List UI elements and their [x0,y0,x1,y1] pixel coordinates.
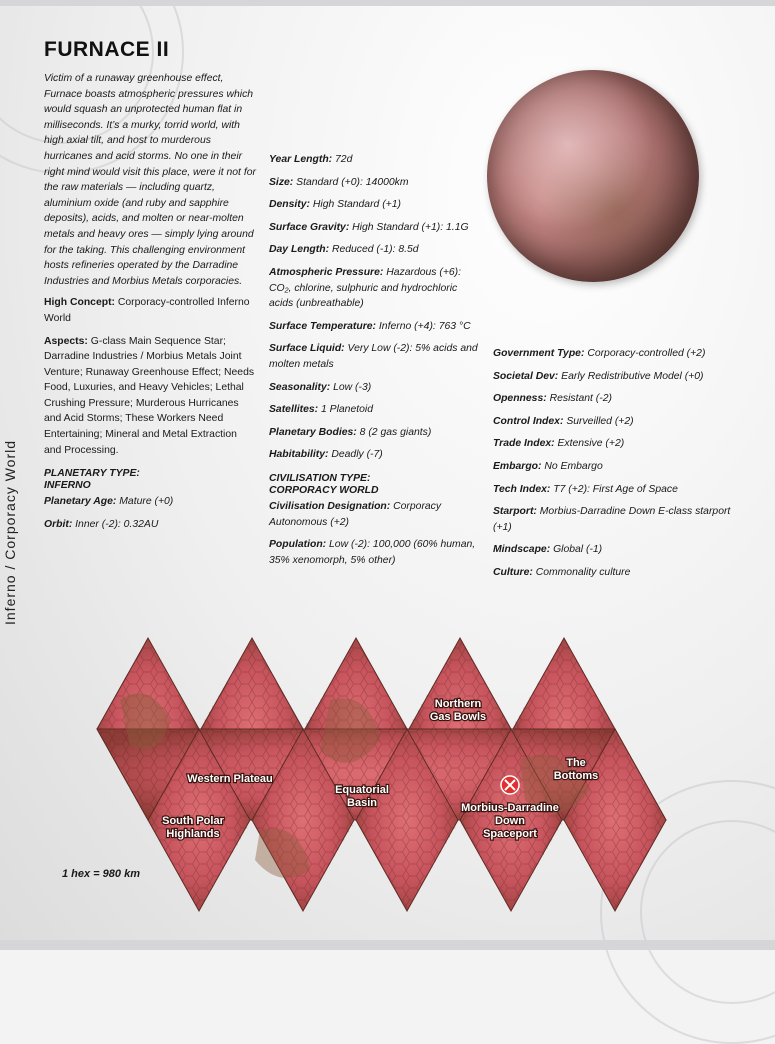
planetary-type-heading: PLANETARY TYPE: INFERNO [44,468,140,492]
label-spaceport-3: Spaceport [483,828,537,840]
label-bottoms-2: Bottoms [553,770,599,782]
label-equatorial-2: Basin [347,797,377,809]
size: Size: Standard (+0): 14000km [269,176,409,188]
orbit: Orbit: Inner (-2): 0.32AU [44,518,159,530]
tech-index: Tech Index: T7 (+2): First Age of Space [493,483,678,495]
intro-paragraph: Victim of a runaway greenhouse effect, Furnace boasts atmospheric pressures which would squash an unprotected human flat in milliseconds. It’s a murky, torrid world, with high axial tilt, and host to murderous hurricanes and acid storms. No one in their right mind would visit this place, were it not for the raw materials — including quartz, aluminium oxide (and ruby and sapphire deposits), acids, and molten or near-molten metals and heavy ores — simply lying around for the taking. This challenging environment hosts refineries operated by the Darradine Industries and Morbius Metals corporacies. [44,73,256,287]
label-equatorial-1: Equatorial [335,784,389,796]
mindscape: Mindscape: Global (-1) [493,544,603,556]
culture: Culture: Commonality culture [493,566,631,578]
civilisation-designation: Civilisation Designation: Corporacy Autonomous (+2) [269,500,442,528]
surface-temperature: Surface Temperature: Inferno (+4): 763 °C [269,320,471,332]
trade-index: Trade Index: Extensive (+2) [493,438,625,450]
planetary-age: Planetary Age: Mature (+0) [44,496,174,508]
planetary-bodies: Planetary Bodies: 8 (2 gas giants) [269,426,432,438]
map-scale: 1 hex = 980 km [62,868,140,880]
high-concept: High Concept: Corporacy-controlled Inferno World [44,297,250,324]
label-spaceport-1: Morbius-Darradine [461,802,559,814]
satellites: Satellites: 1 Planetoid [269,404,373,416]
openness: Openness: Resistant (-2) [493,393,612,405]
label-spaceport-2: Down [495,815,525,827]
government-type: Government Type: Corporacy-controlled (+2) [493,348,706,359]
page-title: FURNACE II [44,38,170,61]
surface-gravity: Surface Gravity: High Standard (+1): 1.1G [269,221,469,233]
habitability: Habitability: Deadly (-7) [269,449,383,461]
civilisation-type-heading: CIVILISATION TYPE: CORPORACY WORLD [269,472,379,496]
societal-dev: Societal Dev: Early Redistributive Model (+0) [493,370,704,382]
label-western: Western Plateau [187,773,273,785]
label-south-1: South Polar [162,815,224,827]
label-bottoms-1: The [566,757,586,769]
seasonality: Seasonality: Low (-3) [269,381,372,393]
spaceport-marker [501,776,519,794]
day-length: Day Length: Reduced (-1): 8.5d [269,244,419,256]
atmospheric-pressure: Atmospheric Pressure: Hazardous (+6): CO₂, chlorine, sulphuric and hydrochloric acids (unbreathable) [269,266,462,310]
label-northern-1: Northern [434,698,482,710]
label-northern-2: Gas Bowls [429,711,487,723]
surface-liquid: Surface Liquid: Very Low (-2): 5% acids and molten metals [269,343,478,370]
control-index: Control Index: Surveilled (+2) [493,415,634,427]
label-south-2: Highlands [166,828,220,840]
embargo: Embargo: No Embargo [493,460,603,472]
density: Density: High Standard (+1) [269,199,401,211]
year-length: Year Length: 72d [269,154,353,165]
population: Population: Low (-2): 100,000 (60% human, 35% xenomorph, 5% other) [269,539,476,566]
aspects: Aspects: G-class Main Sequence Star; Darradine Industries / Morbius Metals Joint Venture; Runaway Greenhouse Effect; Needs Food, Luxuries, and Heavy Vehicles; Lethal Crushing Pressure; Murderous Hurricanes and Acid Storms; These Workers Need Entertaining; Mineral and Metal Extraction and Processing. [44,335,255,456]
starport: Starport: Morbius-Darradine Down E-class starport (+1) [493,506,731,533]
